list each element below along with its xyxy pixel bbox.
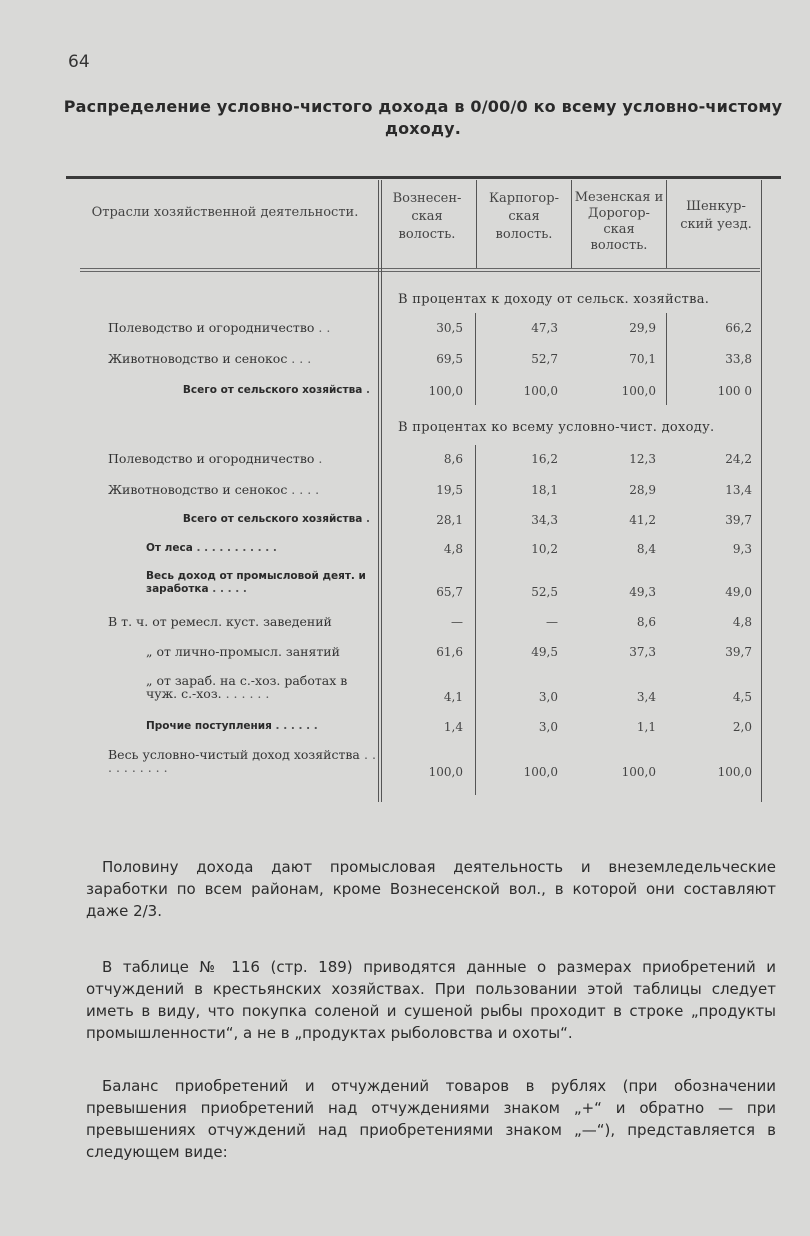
row-label-farm-work: „ от зараб. на с.-хоз. работах в чуж. с.-хоз. . . . . . . [146,673,348,701]
table-right-edge [761,180,762,802]
col-divider-2 [571,180,572,268]
header-col-4: Шенкур-ский уезд. [680,199,752,232]
cell-r6-c1: 4,8 [443,542,463,556]
header-col-3: Мезенская и Дорогор-ская волость. [574,190,664,253]
cell-r9-c1: 61,6 [436,645,463,659]
cell-r2-c4: 100 0 [717,384,752,398]
cell-r11-c3: 1,1 [636,720,656,734]
table-heading [58,96,788,140]
col-divider-3 [666,180,667,268]
cell-r8-c3: 8,6 [636,615,656,629]
cell-r7-c2: 52,5 [531,585,558,599]
header-col-2: Карпогор-ская волость. [489,191,559,242]
cell-r10-c4: 4,5 [732,690,752,704]
cell-r4-c4: 13,4 [725,483,752,497]
cell-r12-c2: 100,0 [523,765,558,779]
header-rule [80,268,760,269]
cell-r6-c3: 8,4 [636,542,656,556]
cell-r2-c3: 100,0 [621,384,656,398]
cell-r2-c1: 100,0 [428,384,463,398]
row-label-total-income: Весь условно-чистый доход хозяйства . . . . . . . . . . [108,747,376,775]
cell-r8-c1: — [451,615,463,629]
cell-r12-c3: 100,0 [621,765,656,779]
cell-r1-c3: 70,1 [629,352,656,366]
cell-r1-c1: 69,5 [436,352,463,366]
row-label-livestock-2: Животноводство и сенокос . . . . [108,482,320,497]
row-label-field-1: Полеводство и огородничество . . [108,320,331,335]
cell-r9-c3: 37,3 [629,645,656,659]
header-col-1: Вознесен-ская волость. [392,191,462,242]
row-label-field-2: Полеводство и огородничество . [108,451,323,466]
cell-r3-c3: 12,3 [629,452,656,466]
heading-line-1: Распределение условно-чистого дохода в 0/00/0 ко всему условно-чистому [63,97,783,116]
cell-r11-c4: 2,0 [732,720,752,734]
body-divider-1b [475,445,476,795]
paragraph-3 [86,1075,776,1163]
cell-r11-c1: 1,4 [443,720,463,734]
page-number: 64 [68,52,90,72]
cell-r10-c3: 3,4 [636,690,656,704]
cell-r8-c2: — [546,615,558,629]
cell-r1-c4: 33,8 [725,352,752,366]
cell-r1-c2: 52,7 [531,352,558,366]
paragraph-1 [86,856,776,922]
cell-r5-c3: 41,2 [629,513,656,527]
paragraph-3-text: Баланс приобретений и отчуждений товаров в рублях (при обозначении превышения приобретений над отчуждениями знаком „+“ и обратно — при превышениях отчуждений над приобретениями знаком „—“), представляется в следующем виде: [86,1077,776,1161]
table-top-rule [66,176,781,179]
cell-r0-c2: 47,3 [531,321,558,335]
cell-r9-c4: 39,7 [725,645,752,659]
cell-r5-c1: 28,1 [436,513,463,527]
body-divider-3a [666,313,667,405]
row-label-crafts: В т. ч. от ремесл. куст. заведений [108,614,332,629]
cell-r7-c1: 65,7 [436,585,463,599]
cell-r2-c2: 100,0 [523,384,558,398]
cell-r11-c2: 3,0 [538,720,558,734]
paragraph-2-text: В таблице № 116 (стр. 189) приводятся данные о размерах приобретений и отчуждений в крестьянских хозяйствах. При пользовании этой таблицы следует иметь в виду, что покупка соленой и сушеной рыбы проходит в строке „продукты промышленности“, а не в „продуктах рыболовства и охоты“. [86,958,776,1042]
row-label-livestock-1: Животноводство и сенокос . . . [108,351,312,366]
row-label-trade-income: Весь доход от промысловой деят. и заработка . . . . . [146,570,366,595]
cell-r10-c2: 3,0 [538,690,558,704]
heading-line-2: доходу. [384,119,462,138]
row-label-personal-trade: „ от лично-промысл. занятий [146,644,340,659]
cell-r6-c4: 9,3 [732,542,752,556]
row-label-agri-total-1: Всего от сельского хозяйства . [182,384,370,396]
branch-column-divider [378,180,379,802]
section-title-agri: В процентах к доходу от сельск. хозяйства. [398,292,710,307]
cell-r4-c2: 18,1 [531,483,558,497]
row-label-agri-total-2: Всего от сельского хозяйства . [182,513,370,525]
cell-r0-c1: 30,5 [436,321,463,335]
cell-r12-c1: 100,0 [428,765,463,779]
col-divider-1 [476,180,477,268]
paragraph-2 [86,956,776,1044]
header-branch: Отрасли хозяйственной деятельности. [91,205,359,220]
cell-r12-c4: 100,0 [717,765,752,779]
cell-r5-c4: 39,7 [725,513,752,527]
body-divider-1a [475,313,476,405]
cell-r6-c2: 10,2 [531,542,558,556]
cell-r7-c4: 49,0 [725,585,752,599]
cell-r3-c1: 8,6 [443,452,463,466]
cell-r3-c4: 24,2 [725,452,752,466]
cell-r0-c4: 66,2 [725,321,752,335]
cell-r10-c1: 4,1 [443,690,463,704]
cell-r4-c3: 28,9 [629,483,656,497]
cell-r4-c1: 19,5 [436,483,463,497]
cell-r3-c2: 16,2 [531,452,558,466]
row-label-forest: От леса . . . . . . . . . . . [146,542,277,554]
cell-r8-c4: 4,8 [732,615,752,629]
cell-r9-c2: 49,5 [531,645,558,659]
header-rule-2 [80,271,760,272]
paragraph-1-text: Половину дохода дают промысловая деятельность и внеземледельческие заработки по всем районам, кроме Вознесенской вол., в которой они составляют даже 2/3. [86,858,776,920]
cell-r0-c3: 29,9 [629,321,656,335]
cell-r5-c2: 34,3 [531,513,558,527]
row-label-other-income: Прочие поступления . . . . . . [146,720,318,732]
cell-r7-c3: 49,3 [629,585,656,599]
section-title-total: В процентах ко всему условно-чист. доходу. [398,420,715,435]
